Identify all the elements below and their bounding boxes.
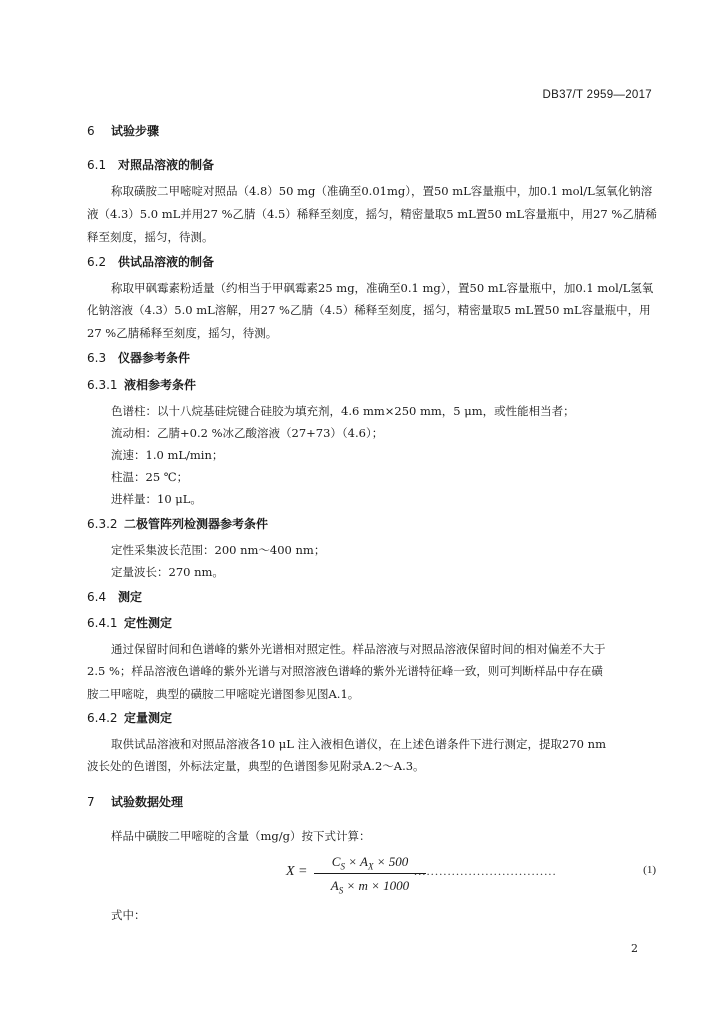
paragraph-line: 定量波长：270 nm。 (111, 565, 224, 579)
section-title: 二极管阵列检测器参考条件 (124, 517, 269, 531)
section-number: 6.3 (87, 351, 107, 365)
paragraph-line: 式中： (111, 908, 146, 922)
equation-number: (1) (643, 864, 656, 876)
paragraph-line: 释至刻度，摇匀，待测。 (87, 230, 214, 244)
paragraph-line: 流动相：乙腈+0.2 %冰乙酸溶液（27+73）（4.6）； (111, 426, 384, 440)
section-title: 定量测定 (124, 711, 173, 725)
section-number: 6.4.2 (87, 711, 118, 725)
section-title: 对照品溶液的制备 (118, 158, 215, 172)
section-6-3-heading (87, 349, 190, 366)
formula-leader-dots: .................................. (414, 864, 557, 878)
section-number: 6.3.1 (87, 378, 118, 392)
fraction-bar (314, 873, 426, 874)
section-6-3-2-heading (87, 515, 268, 532)
paragraph-line: 称取磺胺二甲嘧啶对照品（4.8）50 mg（准确至0.01mg），置50 mL容量瓶中，加0.1 mol/L氢氧化钠溶 (111, 184, 653, 198)
section-number: 6 (87, 124, 95, 138)
section-title: 试验数据处理 (111, 795, 184, 809)
section-number: 7 (87, 795, 95, 809)
section-number: 6.2 (87, 255, 107, 269)
section-6-1-heading (87, 156, 214, 173)
paragraph-line: 色谱柱：以十八烷基硅烷键合硅胶为填充剂，4.6 mm×250 mm，5 μm，或性能相当者； (111, 404, 575, 418)
paragraph-line: 取供试品溶液和对照品溶液各10 μL 注入液相色谱仪，在上述色谱条件下进行测定，提取270 nm (111, 737, 606, 751)
standard-number: DB37/T 2959—2017 (542, 89, 652, 101)
formula-denominator: $A_S \times m \times 1000$ (330, 878, 410, 896)
paragraph-line: 化钠溶液（4.3）5.0 mL溶解，用27 %乙腈（4.5）稀释至刻度，摇匀，精密量取5 mL置50 mL容量瓶中，用 (87, 303, 651, 317)
section-6-heading (87, 122, 159, 139)
section-title: 液相参考条件 (124, 378, 197, 392)
section-number: 6.3.2 (87, 517, 118, 531)
section-number: 6.4 (87, 590, 107, 604)
paragraph-line: 样品中磺胺二甲嘧啶的含量（mg/g）按下式计算： (111, 829, 371, 843)
paragraph-line: 柱温：25 ℃； (111, 470, 189, 484)
formula-numerator: $C_S \times A_X \times 500$ (331, 854, 409, 872)
section-6-4-2-heading (87, 709, 172, 726)
section-number: 6.4.1 (87, 616, 118, 630)
section-6-3-1-heading (87, 376, 196, 393)
section-7-heading (87, 793, 183, 810)
section-6-4-heading (87, 588, 142, 605)
paragraph-line: 2.5 %；样品溶液色谱峰的紫外光谱与对照溶液色谱峰的紫外光谱特征峰一致，则可判断样品中存在磺 (87, 664, 603, 678)
page-number: 2 (631, 942, 638, 955)
section-title: 供试品溶液的制备 (118, 255, 215, 269)
paragraph-line: 胺二甲嘧啶，典型的磺胺二甲嘧啶光谱图参见图A.1。 (87, 687, 360, 701)
paragraph-line: 流速：1.0 mL/min； (111, 448, 224, 462)
paragraph-line: 称取甲砜霉素粉适量（约相当于甲砜霉素25 mg，准确至0.1 mg），置50 mL容量瓶中，加0.1 mol/L氢氧 (111, 281, 654, 295)
section-number: 6.1 (87, 158, 107, 172)
section-6-4-1-heading (87, 614, 172, 631)
paragraph-line: 定性采集波长范围：200 nm～400 nm； (111, 543, 326, 557)
formula-1 (286, 852, 656, 902)
formula-lhs: X = (286, 864, 308, 879)
section-title: 仪器参考条件 (118, 351, 191, 365)
section-title: 定性测定 (124, 616, 173, 630)
section-title: 测定 (118, 590, 143, 604)
paragraph-line: 27 %乙腈稀释至刻度，摇匀，待测。 (87, 326, 278, 340)
paragraph-line: 进样量：10 μL。 (111, 492, 202, 506)
paragraph-line: 液（4.3）5.0 mL并用27 %乙腈（4.5）稀释至刻度，摇匀，精密量取5 mL置50 mL容量瓶中，用27 %乙腈稀 (87, 207, 657, 221)
section-6-2-heading (87, 253, 214, 270)
paragraph-line: 波长处的色谱图，外标法定量，典型的色谱图参见附录A.2～A.3。 (87, 759, 425, 773)
section-title: 试验步骤 (111, 124, 160, 138)
paragraph-line: 通过保留时间和色谱峰的紫外光谱相对照定性。样品溶液与对照品溶液保留时间的相对偏差不大于 (111, 642, 606, 656)
formula-fraction (314, 852, 426, 896)
